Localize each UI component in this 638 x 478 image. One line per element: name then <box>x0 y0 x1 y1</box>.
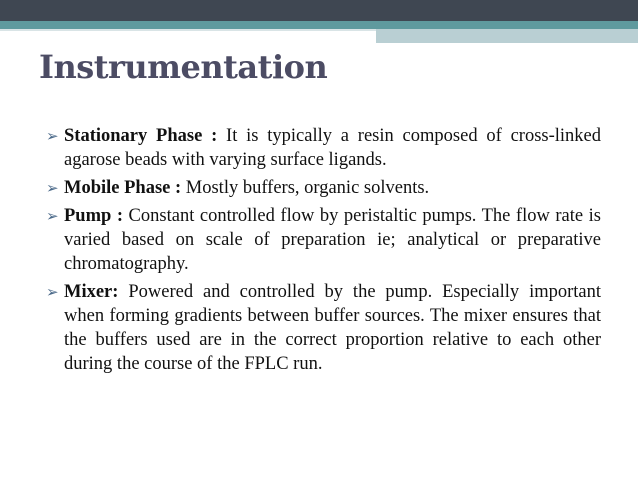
item-term: Mobile Phase : <box>64 178 182 198</box>
arrowhead-bullet-icon: ➢ <box>46 207 59 225</box>
header-light-strip <box>0 29 376 31</box>
item-text: Powered and controlled by the pump. Especially important when forming gradients between buffer sources. The mixer ensures that the buffers used are in the correct proportion relative to each other during the course of the FPLC run. <box>64 282 601 374</box>
list-item-stationary-phase <box>46 124 601 172</box>
item-text: Mostly buffers, organic solvents. <box>181 178 430 198</box>
list-item-mixer <box>46 280 601 376</box>
list-item-pump <box>46 204 601 276</box>
item-text: Constant controlled flow by peristaltic pumps. The flow rate is varied based on scale of preparation ie; analytical or preparative chromatography. <box>64 206 601 274</box>
arrowhead-bullet-icon: ➢ <box>46 283 59 301</box>
arrowhead-bullet-icon: ➢ <box>46 127 59 145</box>
arrowhead-bullet-icon: ➢ <box>46 179 59 197</box>
header-teal-bar <box>0 21 638 29</box>
item-term: Stationary Phase : <box>64 126 218 146</box>
item-text: It is typically a resin composed of cross-linked agarose beads with varying surface ligands. <box>64 126 601 170</box>
item-term: Pump : <box>64 206 123 226</box>
bullet-list <box>46 124 601 380</box>
list-item-mobile-phase <box>46 176 601 200</box>
header-light-bar <box>376 29 638 43</box>
slide-title: Instrumentation <box>39 48 328 86</box>
header-dark-bar <box>0 0 638 21</box>
item-term: Mixer: <box>64 282 119 302</box>
